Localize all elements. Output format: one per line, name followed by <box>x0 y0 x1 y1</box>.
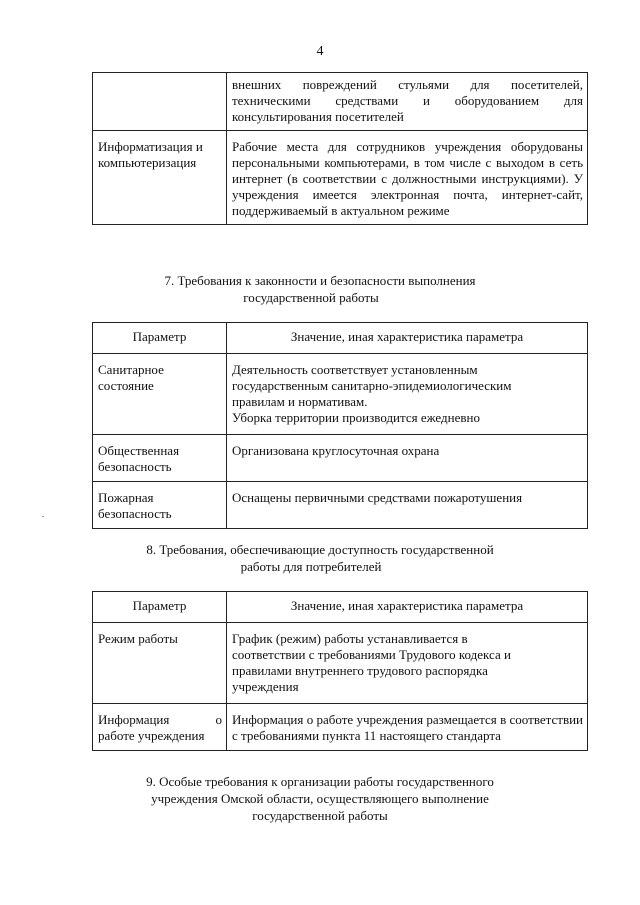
heading-line: государственной работы <box>243 290 379 305</box>
section-9-heading <box>0 773 640 824</box>
heading-line: государственной работы <box>252 808 388 823</box>
value-line: соответствии с требованиями Трудового кодекса и <box>232 647 511 662</box>
param-cell <box>93 131 227 225</box>
table-row <box>93 435 588 482</box>
column-header-value: Значение, иная характеристика параметра <box>227 323 588 354</box>
value-cell <box>227 435 588 482</box>
table-row <box>93 131 588 225</box>
heading-line: 7. Требования к законности и безопасности выполнения <box>164 273 476 288</box>
table-header-row <box>93 323 588 354</box>
param-line <box>98 712 222 728</box>
param-cell <box>93 482 227 529</box>
param-cell <box>93 435 227 482</box>
table-row <box>93 704 588 751</box>
param-line: Режим работы <box>98 631 178 646</box>
table-row <box>93 623 588 704</box>
value-cell <box>227 354 588 435</box>
param-line: безопасность <box>98 459 172 474</box>
param-word: Информация <box>98 712 170 727</box>
value-cell: внешних повреждений стульями для посетителей, техническими средствами и оборудованием для консультирования посетителей <box>227 73 588 131</box>
param-cell <box>93 623 227 704</box>
value-line: учреждения <box>232 679 299 694</box>
value-line: правилам и нормативам. <box>232 394 368 409</box>
value-line: График (режим) работы устанавливается в <box>232 631 468 646</box>
accessibility-requirements-table <box>92 591 588 751</box>
value-cell <box>227 623 588 704</box>
page-number: 4 <box>316 44 324 59</box>
facilities-table-continued <box>92 72 588 225</box>
heading-line: учреждения Омской области, осуществляющего выполнение <box>151 791 489 806</box>
param-line: безопасность <box>98 506 172 521</box>
param-cell <box>93 73 227 131</box>
column-header-param: Параметр <box>93 592 227 623</box>
table-header-row <box>93 592 588 623</box>
column-header-value: Значение, иная характеристика параметра <box>227 592 588 623</box>
value-cell: Информация о работе учреждения размещается в соответствии с требованиями пункта 11 настоящего стандарта <box>227 704 588 751</box>
safety-requirements-table <box>92 322 588 529</box>
section-7-heading <box>0 272 640 306</box>
value-line: Уборка территории производится ежедневно <box>232 410 480 425</box>
heading-line: 8. Требования, обеспечивающие доступность государственной <box>146 542 494 557</box>
table-row <box>93 354 588 435</box>
table-row <box>93 482 588 529</box>
param-line: Санитарное <box>98 362 164 377</box>
param-line: компьютеризация <box>98 155 197 170</box>
param-cell <box>93 354 227 435</box>
heading-line: 9. Особые требования к организации работы государственного <box>146 774 494 789</box>
value-line: Организована круглосуточная охрана <box>232 443 440 458</box>
param-line: работе учреждения <box>98 728 205 743</box>
value-cell <box>227 482 588 529</box>
value-line: правилами внутреннего трудового распорядка <box>232 663 488 678</box>
value-line: Деятельность соответствует установленным <box>232 362 478 377</box>
param-word: о <box>215 712 222 727</box>
heading-line: работы для потребителей <box>240 559 382 574</box>
param-line: Информатизация и <box>98 139 203 154</box>
table-row <box>93 73 588 131</box>
column-header-param: Параметр <box>93 323 227 354</box>
value-line: государственным санитарно-эпидемиологическим <box>232 378 512 393</box>
value-line: Оснащены первичными средствами пожаротушения <box>232 490 523 505</box>
param-line: Пожарная <box>98 490 154 505</box>
section-8-heading <box>0 541 640 575</box>
param-cell <box>93 704 227 751</box>
param-line: состояние <box>98 378 154 393</box>
margin-mark <box>42 516 44 517</box>
param-line: Общественная <box>98 443 180 458</box>
value-cell: Рабочие места для сотрудников учреждения оборудованы персональными компьютерами, в том числе с выходом в сеть интернет (в соответствии с должностными инструкциями). У учреждения имеется электронная почта, интернет-сайт, поддерживаемый в актуальном режиме <box>227 131 588 225</box>
